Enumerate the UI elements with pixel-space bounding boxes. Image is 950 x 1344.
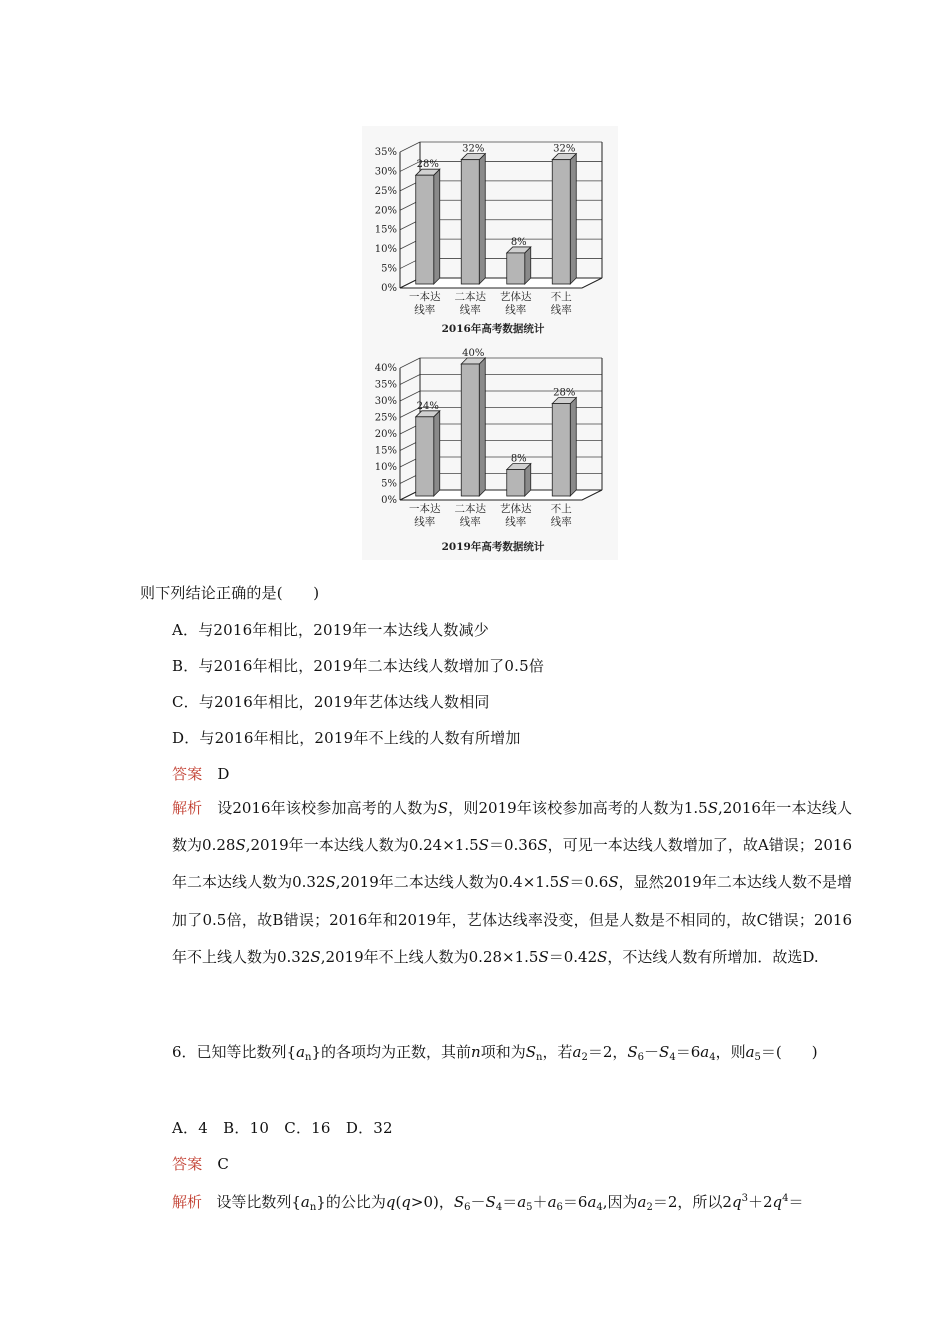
q6-answer [172, 1154, 229, 1174]
bar [461, 364, 479, 496]
bar [552, 404, 570, 496]
y-tick-label: 30% [374, 396, 397, 407]
text-fragment: ，可见一本达线人数增加了，故A错误；2016年二本达线人数为0.32 [172, 836, 852, 892]
bar-side [570, 398, 576, 496]
chart-title: 2016年高考数据统计 [441, 323, 545, 335]
y-tick-label: 5% [381, 478, 397, 490]
text-fragment: S [627, 1043, 638, 1061]
bar-side [479, 358, 485, 496]
text-fragment: ＋2 [747, 1193, 773, 1211]
text-fragment: S [707, 799, 718, 817]
text-fragment: }的公比为 [316, 1193, 386, 1211]
data-label: 8% [510, 236, 527, 248]
text-fragment: S [659, 1043, 670, 1061]
text-fragment: S [537, 836, 548, 855]
text-fragment: 设等比数列{ [216, 1193, 301, 1211]
category-label: 线率 [505, 304, 527, 316]
data-label: 32% [462, 143, 485, 155]
q5-option-b: B．与2016年相比，2019年二本达线人数增加了0.5倍 [172, 657, 545, 675]
y-tick-label: 30% [374, 166, 397, 178]
text-fragment: 4 [495, 1202, 503, 1213]
text-fragment: 6 [556, 1202, 563, 1213]
grid-line-diag [400, 391, 420, 401]
text-fragment: S [437, 799, 448, 817]
y-tick-label: 35% [374, 147, 397, 158]
text-fragment: ＝0.6 [569, 873, 609, 892]
bar-chart-2019 [362, 342, 618, 560]
bar-side [434, 169, 440, 284]
text-fragment: ＝ [788, 1193, 804, 1211]
text-fragment: S [310, 947, 321, 966]
y-tick-label: 0% [381, 495, 397, 506]
data-label: 8% [510, 453, 527, 465]
text-fragment: ＝6 [675, 1043, 701, 1061]
data-label: 32% [553, 143, 576, 155]
data-label: 40% [462, 348, 485, 359]
category-label: 线率 [459, 516, 481, 528]
chart-2016 [362, 126, 618, 342]
data-label: 24% [416, 400, 439, 412]
answer-label: 答案 [172, 1155, 203, 1173]
data-label: 28% [553, 387, 576, 399]
text-fragment: ,2016年一本达线人数为0.28 [172, 799, 852, 855]
text-fragment: a [547, 1193, 557, 1211]
text-fragment: q [401, 1193, 411, 1211]
text-fragment: n [309, 1202, 317, 1213]
text-fragment: ＝2，所以2 [652, 1193, 732, 1211]
text-fragment: q [772, 1193, 783, 1211]
bar-chart-2016 [362, 126, 618, 342]
y-tick-label: 15% [374, 445, 397, 457]
text-fragment: 5 [526, 1202, 533, 1213]
text-fragment: ，若 [542, 1043, 573, 1061]
bar [416, 175, 434, 284]
bar [552, 160, 570, 284]
analysis-label: 解析 [172, 1193, 203, 1211]
text-fragment: S [559, 873, 570, 892]
y-tick-label: 10% [374, 462, 397, 473]
q6-analysis [140, 1180, 852, 1226]
text-fragment: a [745, 1043, 755, 1061]
chart-title: 2019年高考数据统计 [441, 541, 545, 553]
category-label: 艺体达 [500, 503, 532, 515]
y-tick-label: 20% [374, 429, 397, 440]
y-tick-label: 40% [374, 363, 397, 374]
bar [507, 470, 525, 496]
text-fragment: q [385, 1193, 396, 1211]
text-fragment: ，显然2019年二本达线人数不是增加了0.5倍，故B错误；2016年和2019年，艺体达线率没变，但是人数是不相同的，故C错误；2016年不上线人数为0.32 [172, 873, 852, 966]
text-fragment: q [731, 1193, 742, 1211]
text-fragment: 5 [754, 1052, 761, 1063]
y-tick-label: 20% [374, 205, 397, 217]
category-label: 艺体达 [500, 291, 532, 303]
text-fragment: ＝6 [562, 1193, 588, 1211]
bar [507, 253, 525, 284]
bar-side [479, 154, 485, 284]
text-fragment: ,2019年一本达线人数为0.24×1.5 [245, 836, 479, 855]
y-tick-label: 35% [374, 379, 397, 391]
text-fragment: S [608, 873, 619, 892]
category-label: 一本达 [409, 291, 441, 303]
bar [461, 160, 479, 284]
text-fragment: S [485, 1193, 496, 1211]
q6-options: A．4 B．10 C．16 D．32 [172, 1119, 393, 1137]
category-label: 线率 [550, 304, 572, 316]
text-fragment: － [470, 1193, 486, 1211]
y-tick-label: 25% [374, 412, 397, 424]
text-fragment: ,2019年不上线人数为0.28×1.5 [320, 947, 539, 966]
answer-value: C [217, 1155, 229, 1173]
text-fragment: ＝0.36 [488, 836, 538, 855]
grid-line-diag [400, 142, 420, 152]
text-fragment: 2 [646, 1202, 653, 1213]
y-tick-label: 10% [374, 244, 397, 256]
text-fragment: S [325, 873, 336, 892]
text-fragment: a [700, 1043, 710, 1061]
text-fragment: a [572, 1043, 582, 1061]
y-tick-label: 25% [374, 185, 397, 197]
category-label: 线率 [459, 304, 481, 316]
text-fragment: n [305, 1052, 312, 1063]
category-label: 二本达 [454, 291, 486, 303]
q5-analysis [140, 790, 852, 976]
category-label: 不上 [550, 291, 572, 303]
text-fragment: 项和为 [480, 1043, 526, 1061]
grid-line-diag [400, 375, 420, 385]
q5-analysis-text [172, 799, 852, 966]
text-fragment: ，则 [715, 1043, 746, 1061]
answer-value: D [217, 765, 230, 783]
chart-2019 [362, 342, 618, 560]
text-fragment: ＝ [502, 1193, 518, 1211]
text-fragment: ,因为 [602, 1193, 638, 1211]
text-fragment: 6 [464, 1202, 471, 1213]
analysis-label: 解析 [172, 799, 203, 817]
text-fragment: S [525, 1043, 537, 1061]
text-fragment: S [453, 1193, 465, 1211]
category-label: 不上 [550, 503, 572, 515]
text-fragment: S [538, 947, 549, 966]
text-fragment: S [597, 947, 608, 966]
text-fragment: 设2016年该校参加高考的人数为 [217, 799, 438, 817]
text-fragment: a [587, 1193, 597, 1211]
text-fragment: 6 [637, 1052, 645, 1063]
category-label: 一本达 [409, 503, 441, 515]
text-fragment: S [235, 836, 246, 855]
text-fragment: ，不达线人数有所增加．故选D. [607, 947, 819, 966]
text-fragment: 4 [709, 1052, 716, 1063]
bar-side [570, 154, 576, 284]
text-fragment: ＝0.42 [548, 947, 598, 966]
text-fragment: ＝2， [587, 1043, 628, 1061]
y-tick-label: 15% [374, 224, 397, 236]
data-label: 28% [416, 159, 439, 171]
y-tick-label: 0% [381, 283, 397, 294]
text-fragment: n [536, 1052, 543, 1063]
text-fragment: － [644, 1043, 660, 1061]
text-fragment: ,2019年二本达线人数为0.4×1.5 [335, 873, 560, 892]
bar-side [434, 411, 440, 496]
text-fragment: a [637, 1193, 647, 1211]
q5-stem: 则下列结论正确的是( ) [140, 584, 320, 602]
text-fragment: }的各项均为正数，其前 [311, 1043, 472, 1061]
answer-label: 答案 [172, 765, 203, 783]
q6-stem [140, 1034, 852, 1076]
category-label: 线率 [505, 516, 527, 528]
text-fragment: ( [395, 1193, 402, 1211]
q5-answer [172, 764, 230, 784]
category-label: 线率 [550, 516, 572, 528]
text-fragment: n [471, 1043, 481, 1061]
text-fragment: a [517, 1193, 527, 1211]
text-fragment: 4 [669, 1052, 676, 1063]
y-tick-label: 5% [381, 263, 397, 275]
q5-option-a: A．与2016年相比，2019年一本达线人数减少 [172, 621, 489, 639]
text-fragment: >0)， [410, 1193, 454, 1211]
text-fragment: ，则2019年该校参加高考的人数为1.5 [447, 799, 708, 817]
category-label: 二本达 [454, 503, 486, 515]
bar [416, 417, 434, 496]
text-fragment: a [300, 1193, 310, 1211]
q5-option-c: C．与2016年相比，2019年艺体达线人数相同 [172, 693, 490, 711]
q5-option-d: D．与2016年相比，2019年不上线的人数有所增加 [172, 729, 521, 747]
text-fragment: ＝( ) [760, 1043, 818, 1061]
text-fragment: a [296, 1043, 306, 1061]
text-fragment: 2 [581, 1052, 588, 1063]
text-fragment: 6．已知等比数列{ [172, 1043, 297, 1061]
category-label: 线率 [414, 516, 436, 528]
text-fragment: ＋ [532, 1193, 548, 1211]
grid-line-diag [400, 358, 420, 368]
category-label: 线率 [414, 304, 436, 316]
text-fragment: S [478, 836, 489, 855]
text-fragment: 3 [741, 1193, 748, 1204]
text-fragment: 4 [596, 1202, 603, 1213]
text-fragment: 4 [782, 1193, 789, 1204]
